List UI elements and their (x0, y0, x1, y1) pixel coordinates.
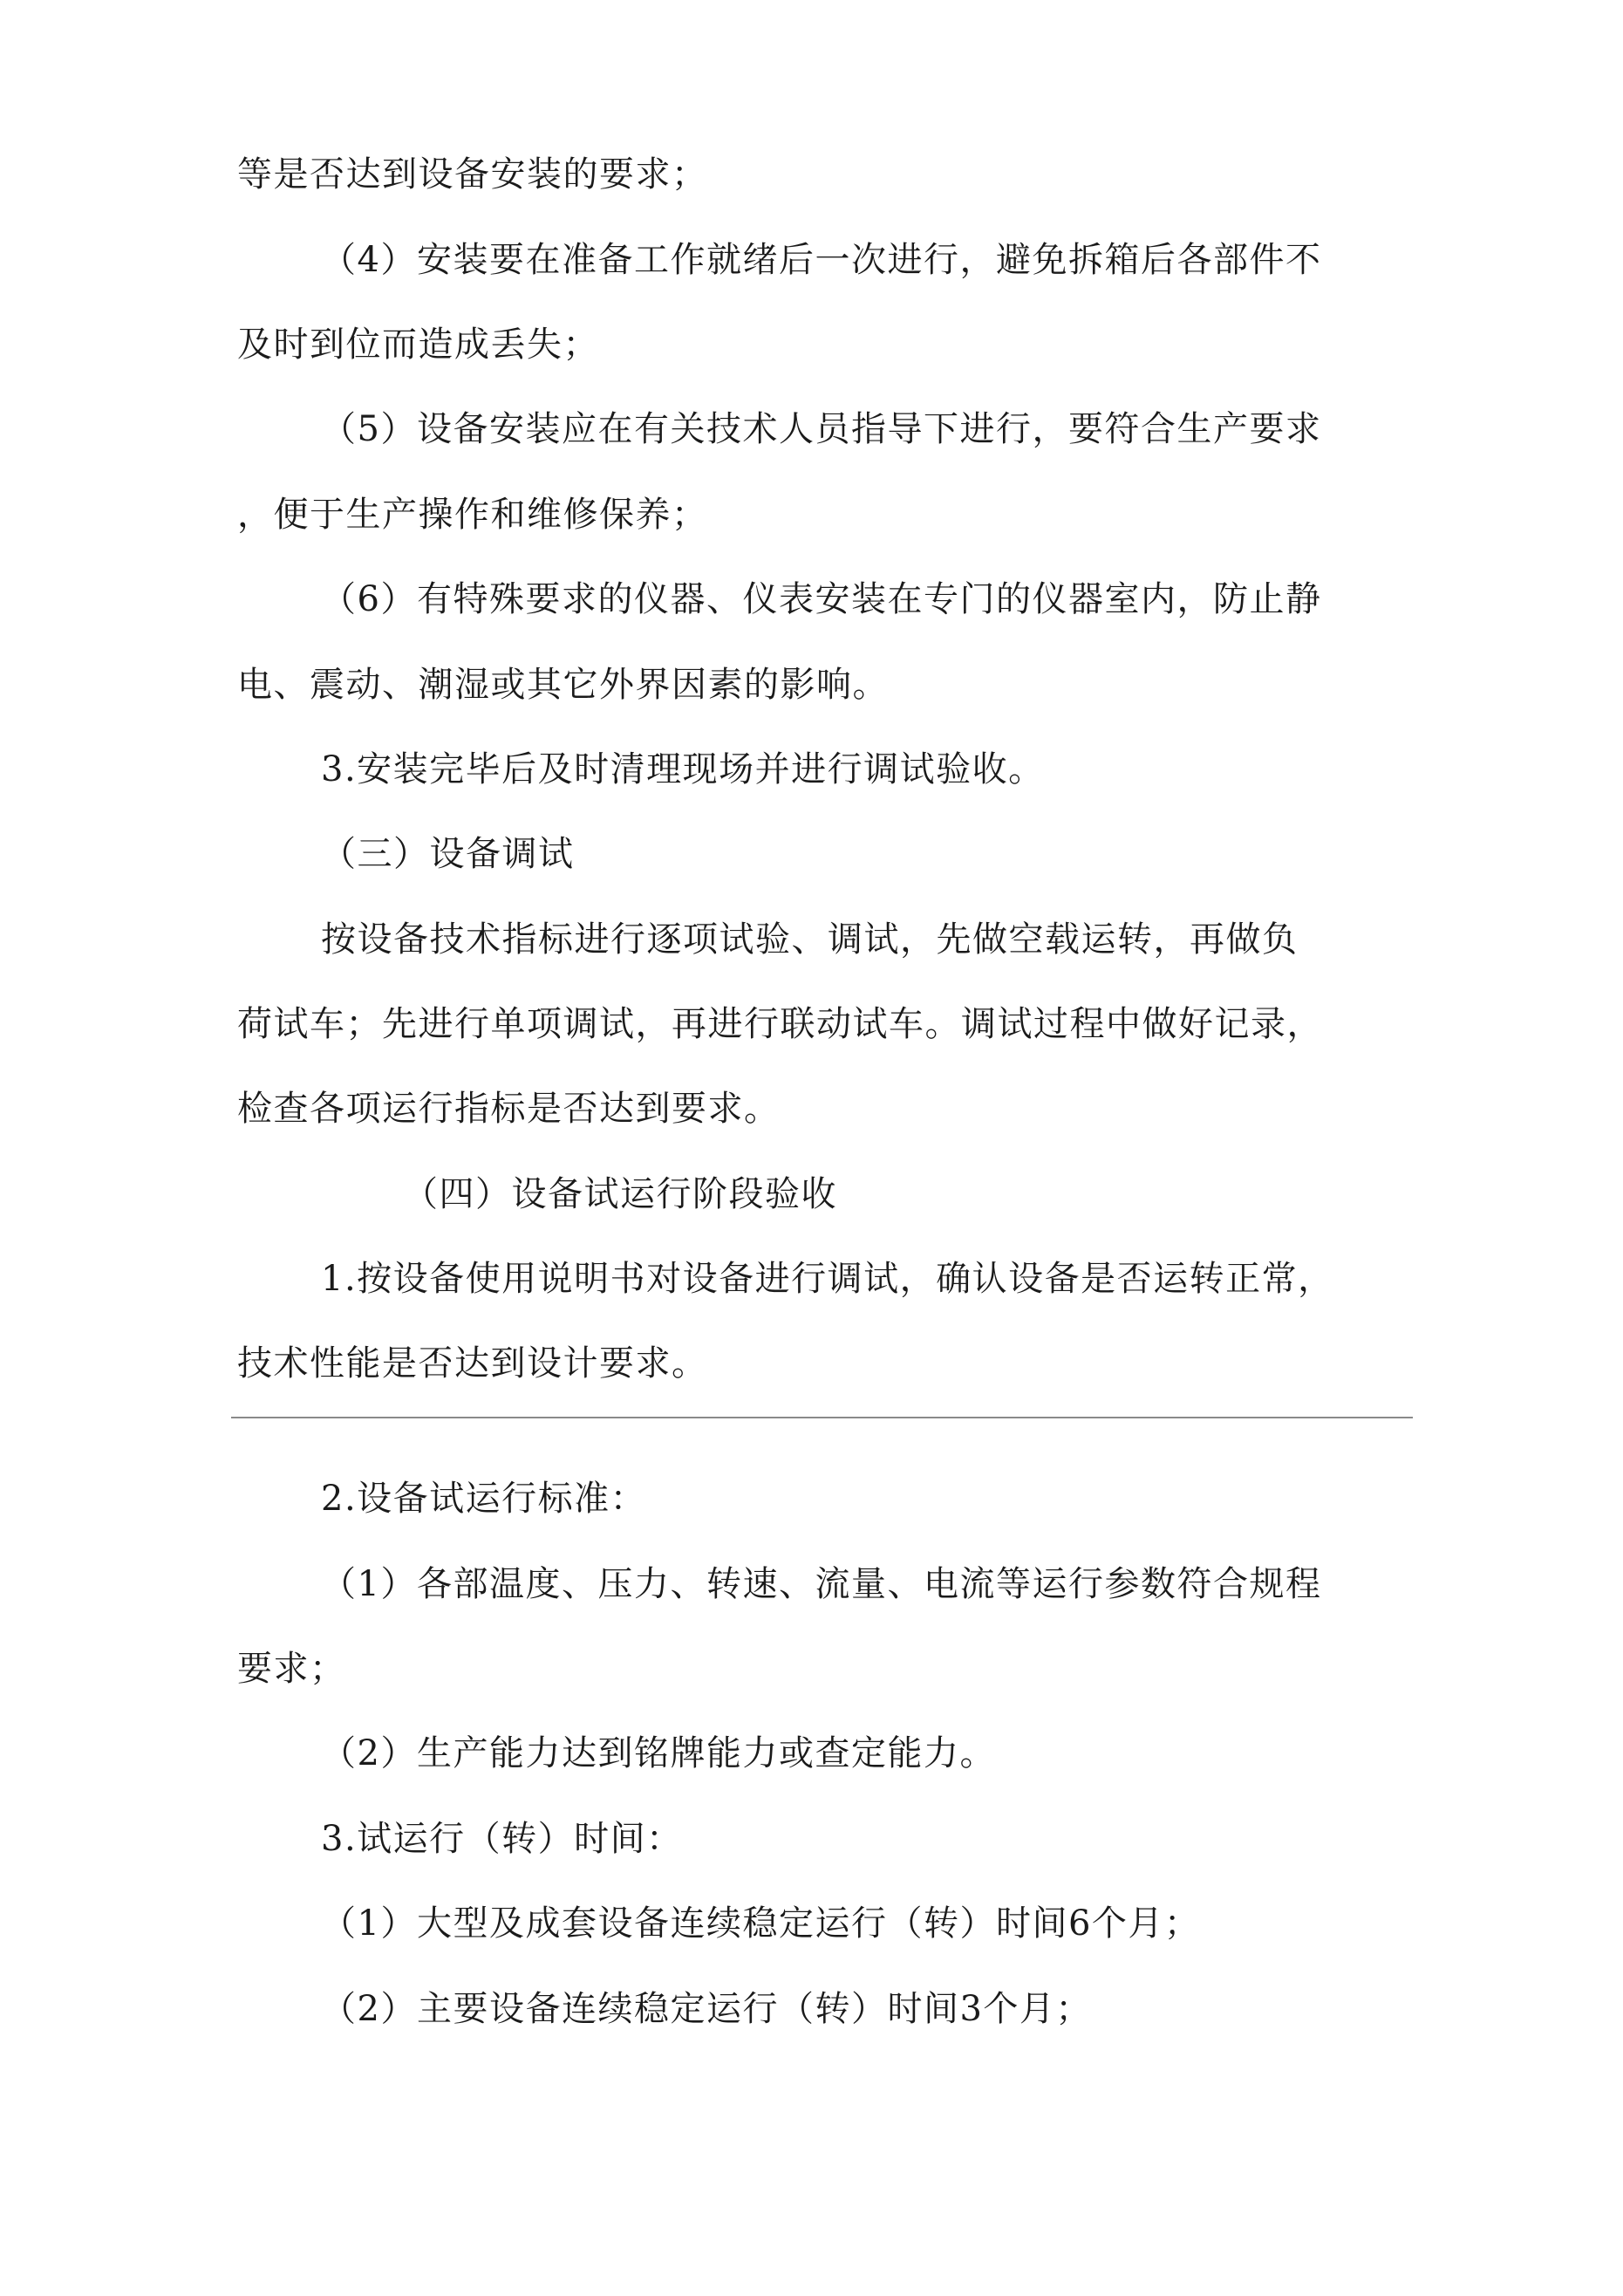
text-line: （6）有特殊要求的仪器、仪表安装在专门的仪器室内，防止静 (321, 579, 1322, 619)
text-line: （1）各部温度、压力、转速、流量、电流等运行参数符合规程 (321, 1564, 1322, 1604)
text-line: 按设备技术指标进行逐项试验、调试，先做空载运转，再做负 (321, 919, 1299, 960)
text-line: 及时到位而造成丢失； (237, 325, 599, 365)
text-line: （4）安装要在准备工作就绪后一次进行，避免拆箱后各部件不 (321, 240, 1322, 280)
text-line: 要求； (237, 1649, 346, 1689)
text-line: 等是否达到设备安装的要求； (237, 154, 708, 195)
text-line: 3.试运行（转）时间： (321, 1819, 683, 1859)
text-line: 技术性能是否达到设计要求。 (237, 1343, 708, 1384)
section-heading: （三）设备调试 (321, 834, 575, 874)
text-line: ，便于生产操作和维修保养； (237, 495, 708, 535)
section-heading: （四）设备试运行阶段验收 (403, 1174, 837, 1214)
text-line: （2）生产能力达到铭牌能力或查定能力。 (321, 1733, 996, 1773)
text-line: 检查各项运行指标是否达到要求。 (237, 1089, 781, 1129)
text-line: （5）设备安装应在有关技术人员指导下进行，要符合生产要求 (321, 409, 1322, 449)
text-line: 荷试车；先进行单项调试，再进行联动试车。调试过程中做好记录， (237, 1004, 1323, 1044)
text-line: 1.按设备使用说明书对设备进行调试，确认设备是否运转正常， (321, 1259, 1334, 1299)
text-line: 电、震动、潮湿或其它外界因素的影响。 (237, 665, 889, 705)
text-line: 3.安装完毕后及时清理现场并进行调试验收。 (321, 749, 1045, 789)
text-line: （2）主要设备连续稳定运行（转）时间3个月； (321, 1989, 1092, 2029)
page-divider (231, 1417, 1413, 1418)
text-line: 2.设备试运行标准： (321, 1479, 647, 1519)
text-line: （1）大型及成套设备连续稳定运行（转）时间6个月； (321, 1903, 1201, 1944)
